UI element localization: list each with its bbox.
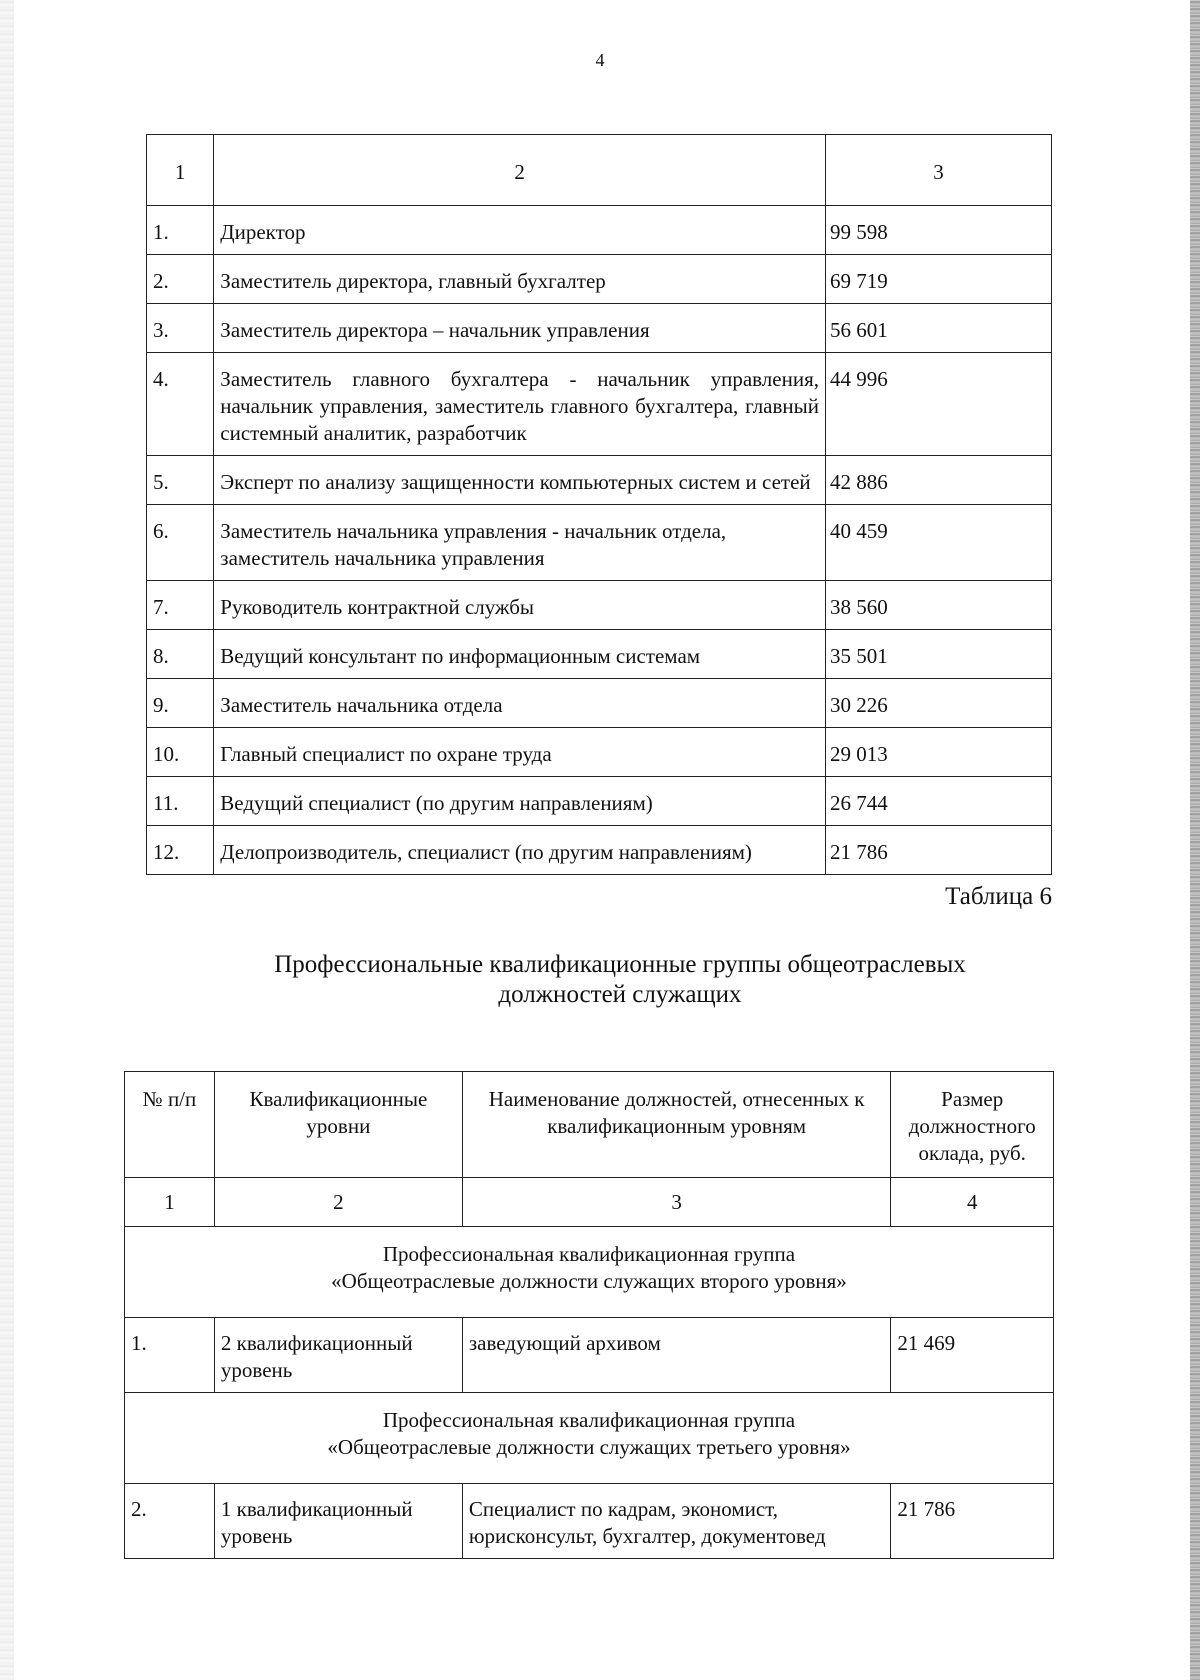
row-number: 2. xyxy=(125,1484,215,1559)
column-number-4: 4 xyxy=(891,1178,1054,1227)
group-header-row xyxy=(125,1227,1054,1318)
position-name: Заместитель главного бухгалтера - начальник управления, начальник управления, заместитель главного бухгалтера, главный системный аналитик, разработчик xyxy=(214,353,826,456)
column-header-positions: Наименование должностей, отнесенных к квалификационным уровням xyxy=(462,1072,891,1178)
salary-value: 42 886 xyxy=(826,456,1052,505)
table-row xyxy=(125,1318,1054,1393)
table-row xyxy=(147,304,1052,353)
salary-value: 30 226 xyxy=(826,679,1052,728)
salary-table xyxy=(146,134,1052,875)
salary-value: 38 560 xyxy=(826,581,1052,630)
row-number: 7. xyxy=(147,581,214,630)
row-number: 9. xyxy=(147,679,214,728)
table-row xyxy=(147,679,1052,728)
row-number: 10. xyxy=(147,728,214,777)
column-number-1: 1 xyxy=(147,135,214,206)
table-row xyxy=(147,206,1052,255)
column-header-number: № п/п xyxy=(125,1072,215,1178)
row-number: 12. xyxy=(147,826,214,875)
row-number: 5. xyxy=(147,456,214,505)
table-row xyxy=(125,1484,1054,1559)
table-row xyxy=(147,581,1052,630)
column-number-3: 3 xyxy=(826,135,1052,206)
group-title-line-1: Профессиональная квалификационная группа xyxy=(382,1242,796,1266)
column-numbers-row xyxy=(125,1178,1054,1227)
row-number: 11. xyxy=(147,777,214,826)
group-title xyxy=(125,1227,1054,1318)
row-number: 4. xyxy=(147,353,214,456)
qualification-level: 2 квалификационный уровень xyxy=(214,1318,462,1393)
column-number-3: 3 xyxy=(462,1178,891,1227)
position-names: заведующий архивом xyxy=(462,1318,891,1393)
table-header-row xyxy=(147,135,1052,206)
row-number: 1. xyxy=(125,1318,215,1393)
table-row xyxy=(147,353,1052,456)
salary-value: 21 469 xyxy=(891,1318,1054,1393)
group-title-line-1: Профессиональная квалификационная группа xyxy=(382,1408,796,1432)
position-name: Заместитель директора, главный бухгалтер xyxy=(214,255,826,304)
section-title-line-2: должностей служащих xyxy=(498,981,742,1008)
section-title xyxy=(170,950,1070,1010)
group-title xyxy=(125,1393,1054,1484)
salary-value: 56 601 xyxy=(826,304,1052,353)
salary-value: 21 786 xyxy=(826,826,1052,875)
position-name: Заместитель начальника отдела xyxy=(214,679,826,728)
salary-value: 69 719 xyxy=(826,255,1052,304)
row-number: 6. xyxy=(147,505,214,581)
table-row xyxy=(147,456,1052,505)
salary-value: 29 013 xyxy=(826,728,1052,777)
position-name: Ведущий специалист (по другим направлениям) xyxy=(214,777,826,826)
row-number: 3. xyxy=(147,304,214,353)
position-name: Руководитель контрактной службы xyxy=(214,581,826,630)
position-name: Директор xyxy=(214,206,826,255)
group-title-line-2: «Общеотраслевые должности служащих второго уровня» xyxy=(331,1269,847,1293)
qualification-groups-table xyxy=(124,1071,1054,1559)
position-name: Ведущий консультант по информационным системам xyxy=(214,630,826,679)
salary-value: 40 459 xyxy=(826,505,1052,581)
section-title-line-1: Профессиональные квалификационные группы общеотраслевых xyxy=(274,951,966,978)
salary-value: 35 501 xyxy=(826,630,1052,679)
column-header-salary: Размер должностного оклада, руб. xyxy=(891,1072,1054,1178)
table-row xyxy=(147,777,1052,826)
salary-value: 44 996 xyxy=(826,353,1052,456)
table-header-row xyxy=(125,1072,1054,1178)
position-names: Специалист по кадрам, экономист, юрисконсульт, бухгалтер, документовед xyxy=(462,1484,891,1559)
position-name: Эксперт по анализу защищенности компьютерных систем и сетей xyxy=(214,456,826,505)
column-number-1: 1 xyxy=(125,1178,215,1227)
salary-value: 21 786 xyxy=(891,1484,1054,1559)
column-number-2: 2 xyxy=(214,1178,462,1227)
table-row xyxy=(147,630,1052,679)
group-header-row xyxy=(125,1393,1054,1484)
table-row xyxy=(147,826,1052,875)
position-name: Заместитель начальника управления - начальник отдела, заместитель начальника управления xyxy=(214,505,826,581)
scan-edge-left xyxy=(0,0,14,1680)
table-row xyxy=(147,255,1052,304)
row-number: 2. xyxy=(147,255,214,304)
scan-edge-right xyxy=(1190,0,1200,1680)
position-name: Делопроизводитель, специалист (по другим направлениям) xyxy=(214,826,826,875)
position-name: Главный специалист по охране труда xyxy=(214,728,826,777)
row-number: 8. xyxy=(147,630,214,679)
column-header-levels: Квалификационные уровни xyxy=(214,1072,462,1178)
qualification-level: 1 квалификационный уровень xyxy=(214,1484,462,1559)
position-name: Заместитель директора – начальник управления xyxy=(214,304,826,353)
page-number: 4 xyxy=(595,50,605,70)
row-number: 1. xyxy=(147,206,214,255)
column-number-2: 2 xyxy=(214,135,826,206)
table-row xyxy=(147,728,1052,777)
table-row xyxy=(147,505,1052,581)
salary-value: 26 744 xyxy=(826,777,1052,826)
group-title-line-2: «Общеотраслевые должности служащих третьего уровня» xyxy=(327,1435,851,1459)
table-caption: Таблица 6 xyxy=(945,883,1052,910)
salary-value: 99 598 xyxy=(826,206,1052,255)
